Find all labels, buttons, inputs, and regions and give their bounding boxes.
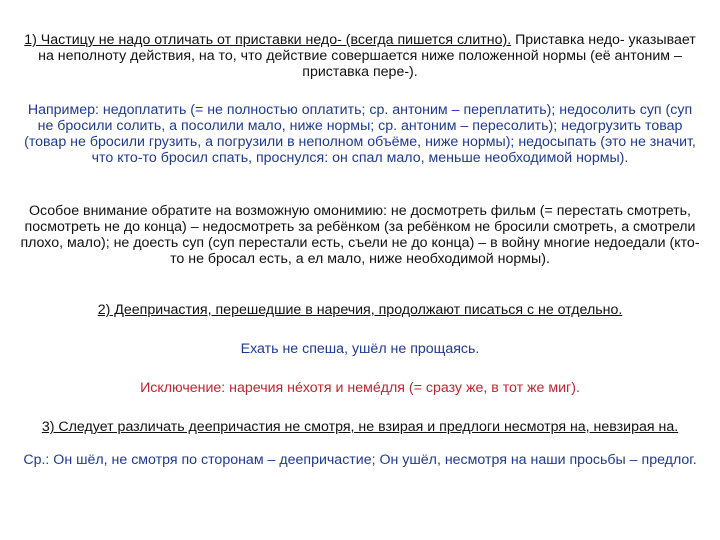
rule-2-heading: 2) Деепричастия, перешедшие в наречия, продолжают писаться с не отдельно. — [97, 302, 623, 318]
example-2-paragraph: Ехать не спеша, ушёл не прощаясь. — [240, 341, 480, 357]
rule-1-paragraph — [20, 32, 700, 80]
example-1-paragraph: Например: недоплатить (= не полностью оплатить; ср. антоним – переплатить); недосолить суп (суп не бросили солить, а посолили мало, ниже нормы; ср. антоним – пересолить); недогрузить товар (товар не бросили грузить, а погрузили в неполном объёме, ниже нормы); недосыпать (это не значит, что кто-то бросил спать, проснулся: он спал мало, меньше необходимой нормы). — [24, 102, 696, 166]
homonymy-paragraph: Особое внимание обратите на возможную омонимию: не досмотреть фильм (= перестать смотреть, посмотреть не до конца) – недосмотреть за ребёнком (за ребёнком не бросили смотреть, а смотрели плохо, мало); не доесть суп (суп перестали есть, съели не до конца) – в войну многие недоедали (кто-то не бросал есть, а ел мало, ниже необходимой нормы). — [20, 203, 700, 267]
exception-paragraph: Исключение: наречия нéхотя и немéдля (= сразу же, в тот же миг). — [140, 380, 580, 396]
rule-3-heading: 3) Следует различать деепричастия не смотря, не взирая и предлоги несмотря на, невзирая на. — [41, 419, 679, 435]
rule-1-heading: 1) Частицу не надо отличать от приставки недо- (всегда пишется слитно). — [24, 32, 512, 48]
rule-1-text: Приставка недо- указывает на неполноту действия, на то, что действие совершается ниже положенной нормы (её антоним – приставка пере-). — [38, 32, 696, 80]
example-3-paragraph: Ср.: Он шёл, не смотря по сторонам – деепричастие; Он ушёл, несмотря на наши просьбы – предлог. — [23, 452, 697, 468]
